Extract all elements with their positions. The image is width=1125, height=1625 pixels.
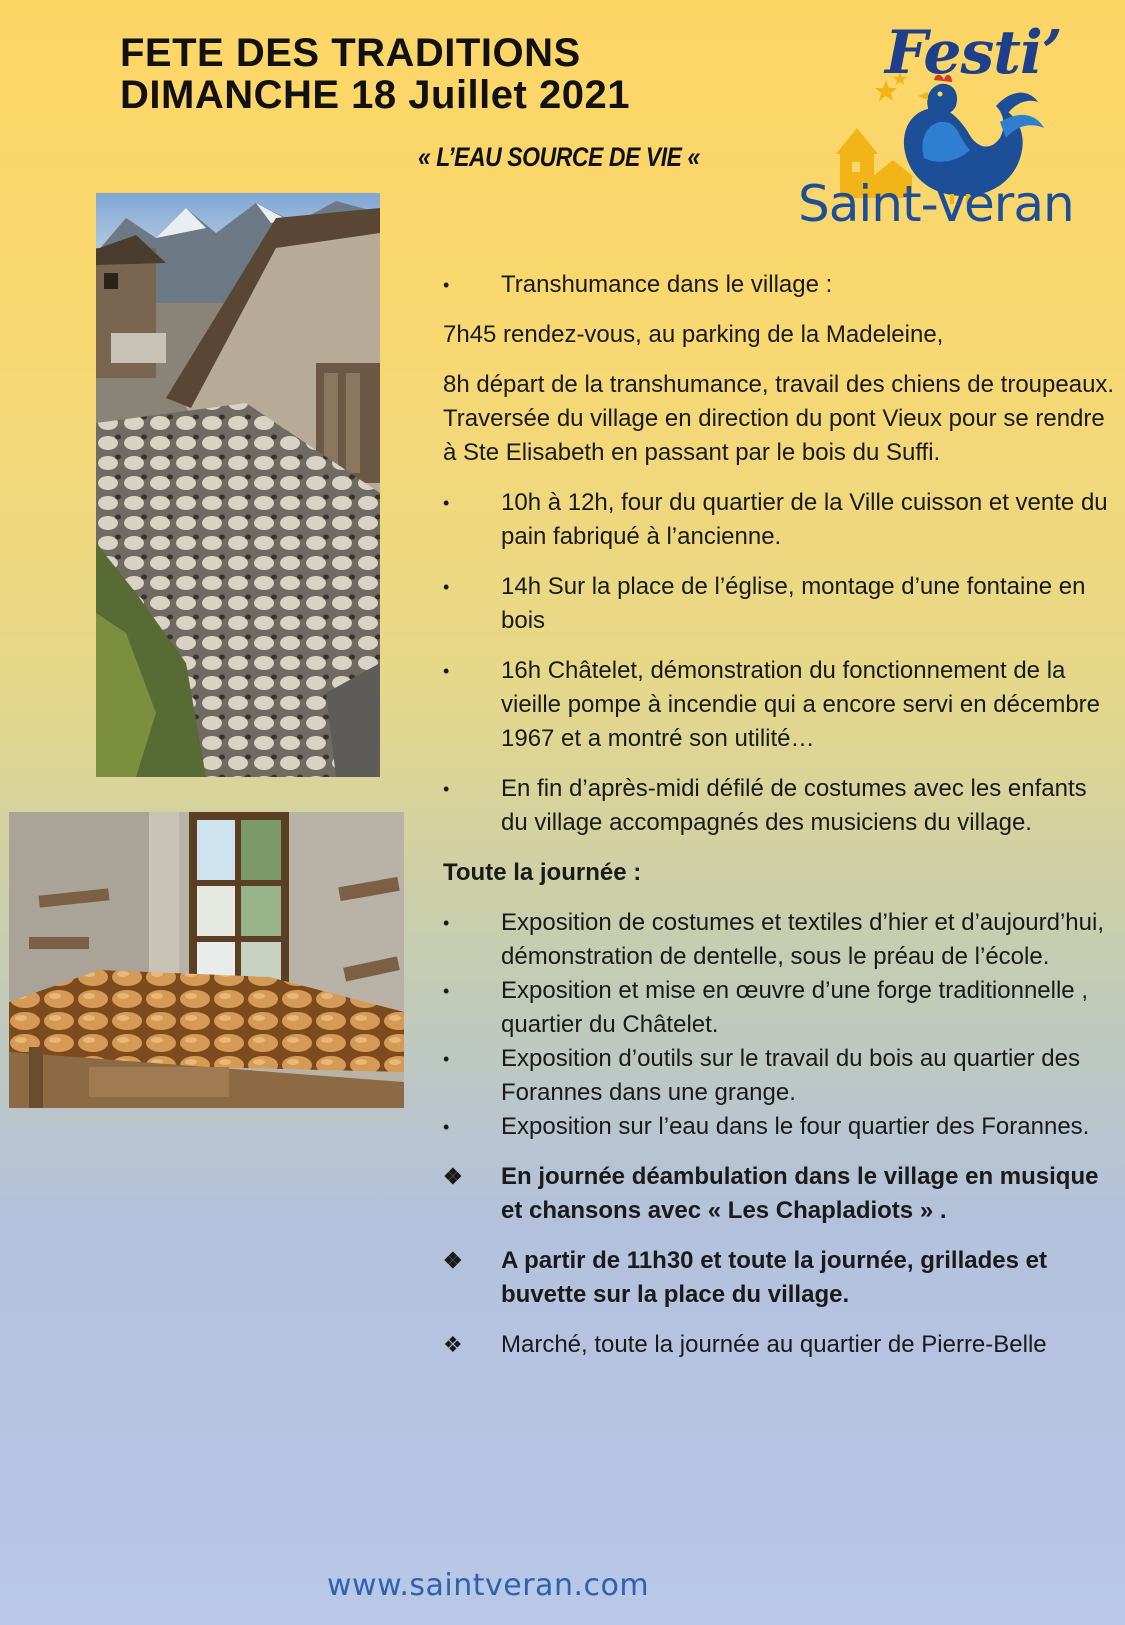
title-line-2: DIMANCHE 18 Juillet 2021 <box>120 73 630 117</box>
page-title <box>120 32 630 116</box>
bullet-icon: • <box>443 913 450 933</box>
all-day-heading: Toute la journée : <box>443 859 642 886</box>
program-content <box>443 268 1115 1362</box>
exhibition-item <box>443 1110 1115 1144</box>
bullet-icon: • <box>443 493 450 513</box>
festi-saint-veran-logo <box>800 10 1110 240</box>
transhumance-title: Transhumance dans le village : <box>501 271 833 298</box>
highlight-text: En journée déambulation dans le village en musique et chansons avec « Les Chapladiots » . <box>501 1163 1099 1224</box>
exhibition-item <box>443 906 1115 974</box>
schedule-text: 16h Châtelet, démonstration du fonctionnement de la vieille pompe à incendie qui a encore servi en décembre 1967 et a montré son utilité… <box>501 657 1101 752</box>
exhibition-item <box>443 1042 1115 1110</box>
bullet-icon: • <box>443 275 450 295</box>
transhumance-title-item <box>443 268 1115 302</box>
bullet-icon: • <box>443 779 450 799</box>
diamond-bullet-icon: ❖ <box>443 1248 463 1273</box>
schedule-item <box>443 654 1115 756</box>
exhibition-text: Exposition de costumes et textiles d’hier et d’aujourd’hui, démonstration de dentelle, sous le préau de l’école. <box>501 909 1104 970</box>
theme-subtitle: « L’EAU SOURCE DE VIE « <box>418 142 700 172</box>
bullet-icon: • <box>443 1049 450 1069</box>
title-line-1: FETE DES TRADITIONS <box>120 31 581 75</box>
bullet-icon: • <box>443 1117 450 1137</box>
highlight-text: Marché, toute la journée au quartier de Pierre-Belle <box>501 1331 1047 1358</box>
schedule-text: 10h à 12h, four du quartier de la Ville cuisson et vente du pain fabriqué à l’ancienne. <box>501 489 1108 550</box>
diamond-bullet-icon: ❖ <box>443 1332 463 1357</box>
logo-text-saint-veran: Saint-Véran <box>798 175 1074 233</box>
highlight-item <box>443 1244 1115 1312</box>
highlight-item <box>443 1160 1115 1228</box>
bread-oven-photo <box>9 812 404 1108</box>
exhibition-text: Exposition d’outils sur le travail du bois au quartier des Forannes dans une grange. <box>501 1045 1080 1106</box>
highlight-item <box>443 1328 1115 1362</box>
bullet-icon: • <box>443 661 450 681</box>
schedule-item <box>443 486 1115 554</box>
diamond-bullet-icon: ❖ <box>443 1164 463 1189</box>
exhibition-text: Exposition sur l’eau dans le four quartier des Forannes. <box>501 1113 1090 1140</box>
depart-text: 8h départ de la transhumance, travail des chiens de troupeaux. Traversée du village en direction du pont Vieux pour se rendre à Ste Elisabeth en passant par le bois du Suffi. <box>443 371 1115 466</box>
bullet-icon: • <box>443 577 450 597</box>
sheep-transhumance-photo <box>96 193 380 777</box>
schedule-text: En fin d’après-midi défilé de costumes avec les enfants du village accompagnés des musiciens du village. <box>501 775 1087 836</box>
schedule-item <box>443 570 1115 638</box>
logo-text-festi: Festi’ <box>885 18 1062 88</box>
schedule-text: 14h Sur la place de l’église, montage d’une fontaine en bois <box>501 573 1086 634</box>
exhibition-text: Exposition et mise en œuvre d’une forge traditionnelle , quartier du Châtelet. <box>501 977 1088 1038</box>
bullet-icon: • <box>443 981 450 1001</box>
schedule-item <box>443 772 1115 840</box>
website-link[interactable]: www.saintveran.com <box>327 1568 650 1603</box>
rdv-text: 7h45 rendez-vous, au parking de la Madeleine, <box>443 321 944 348</box>
highlight-text: A partir de 11h30 et toute la journée, grillades et buvette sur la place du village. <box>501 1247 1047 1308</box>
exhibition-item <box>443 974 1115 1042</box>
